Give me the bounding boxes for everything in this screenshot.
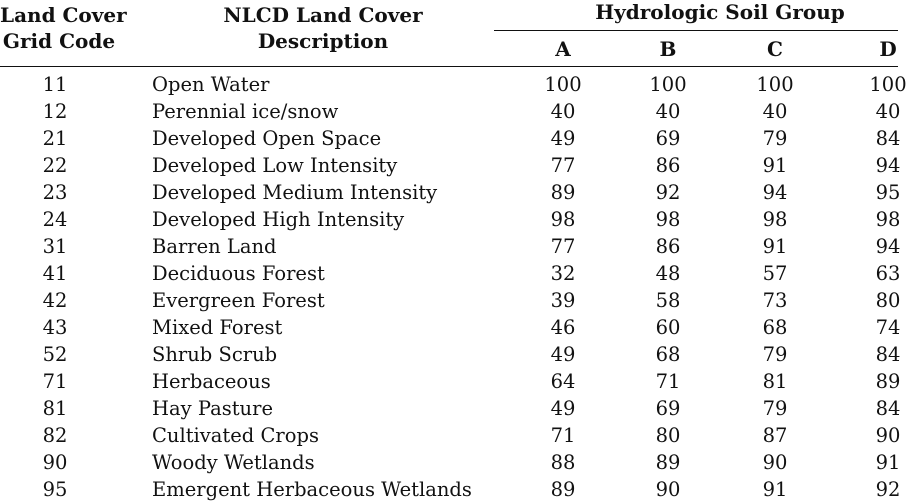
cell-grid-code: 31 — [42, 235, 68, 258]
cell-group-d: 84 — [875, 343, 901, 366]
table-row — [0, 422, 901, 449]
cell-group-a: 71 — [550, 424, 576, 447]
cell-group-b: 100 — [649, 73, 687, 96]
table-row — [0, 341, 901, 368]
cell-grid-code: 42 — [42, 289, 68, 312]
cell-group-a: 89 — [550, 181, 576, 204]
cell-description: Deciduous Forest — [152, 262, 325, 285]
cell-group-d: 74 — [875, 316, 901, 339]
cell-group-c: 94 — [762, 181, 788, 204]
cell-group-c: 98 — [762, 208, 788, 231]
cell-grid-code: 41 — [42, 262, 68, 285]
cell-grid-code: 43 — [42, 316, 68, 339]
cell-group-d: 80 — [875, 289, 901, 312]
header-group-a: A — [555, 37, 571, 61]
header-bottom-rule — [0, 66, 898, 67]
cell-group-c: 57 — [762, 262, 788, 285]
cell-group-d: 91 — [875, 451, 901, 474]
soil-group-rule — [494, 30, 898, 31]
header-group-d: D — [879, 37, 897, 61]
cell-group-b: 92 — [655, 181, 681, 204]
cell-group-a: 49 — [550, 343, 576, 366]
cell-group-a: 98 — [550, 208, 576, 231]
cell-group-c: 91 — [762, 235, 788, 258]
cell-group-a: 77 — [550, 235, 576, 258]
cell-group-b: 68 — [655, 343, 681, 366]
cell-group-d: 63 — [875, 262, 901, 285]
cell-group-d: 92 — [875, 478, 901, 501]
table-row — [0, 260, 901, 287]
table-row — [0, 125, 901, 152]
cell-group-d: 90 — [875, 424, 901, 447]
header-code-line1: Land Cover — [0, 3, 127, 27]
cell-group-c: 68 — [762, 316, 788, 339]
table-row — [0, 476, 901, 503]
cell-group-c: 79 — [762, 397, 788, 420]
header-description — [218, 2, 428, 54]
cell-group-a: 39 — [550, 289, 576, 312]
cell-group-d: 84 — [875, 127, 901, 150]
cell-group-d: 89 — [875, 370, 901, 393]
cell-group-a: 49 — [550, 127, 576, 150]
table-row — [0, 368, 901, 395]
cell-group-c: 87 — [762, 424, 788, 447]
cell-group-b: 69 — [655, 127, 681, 150]
table-row — [0, 287, 901, 314]
cell-group-a: 88 — [550, 451, 576, 474]
cell-description: Developed High Intensity — [152, 208, 405, 231]
cell-group-a: 40 — [550, 100, 576, 123]
header-description-line1: NLCD Land Cover — [223, 3, 423, 27]
cell-group-b: 90 — [655, 478, 681, 501]
cell-group-b: 71 — [655, 370, 681, 393]
cell-description: Barren Land — [152, 235, 277, 258]
header-soil-group: Hydrologic Soil Group — [595, 0, 845, 24]
table-row — [0, 152, 901, 179]
cell-group-c: 91 — [762, 154, 788, 177]
cell-group-b: 86 — [655, 235, 681, 258]
cell-group-c: 91 — [762, 478, 788, 501]
cell-group-c: 100 — [756, 73, 794, 96]
cell-group-b: 60 — [655, 316, 681, 339]
table-row — [0, 98, 901, 125]
cell-description: Perennial ice/snow — [152, 100, 339, 123]
cell-group-d: 94 — [875, 154, 901, 177]
cell-group-a: 49 — [550, 397, 576, 420]
cell-group-d: 94 — [875, 235, 901, 258]
cell-grid-code: 71 — [42, 370, 68, 393]
cell-description: Hay Pasture — [152, 397, 273, 420]
cell-description: Developed Open Space — [152, 127, 382, 150]
cell-grid-code: 12 — [42, 100, 68, 123]
cell-group-c: 90 — [762, 451, 788, 474]
cell-description: Shrub Scrub — [152, 343, 278, 366]
table-row — [0, 206, 901, 233]
cell-group-d: 84 — [875, 397, 901, 420]
cell-group-c: 81 — [762, 370, 788, 393]
cell-grid-code: 22 — [42, 154, 68, 177]
cell-group-a: 32 — [550, 262, 576, 285]
cell-group-d: 100 — [869, 73, 907, 96]
header-group-b: B — [659, 37, 677, 61]
cell-group-a: 77 — [550, 154, 576, 177]
cell-group-b: 86 — [655, 154, 681, 177]
cell-grid-code: 21 — [42, 127, 68, 150]
cell-grid-code: 90 — [42, 451, 68, 474]
table-row — [0, 179, 901, 206]
cell-description: Open Water — [152, 73, 270, 96]
table-row — [0, 449, 901, 476]
cell-group-d: 95 — [875, 181, 901, 204]
cell-group-a: 64 — [550, 370, 576, 393]
cell-description: Mixed Forest — [152, 316, 283, 339]
table-row — [0, 233, 901, 260]
cell-group-b: 80 — [655, 424, 681, 447]
cell-group-c: 79 — [762, 343, 788, 366]
cell-grid-code: 11 — [42, 73, 68, 96]
cell-group-d: 40 — [875, 100, 901, 123]
table-row — [0, 395, 901, 422]
cell-group-b: 48 — [655, 262, 681, 285]
header-code — [0, 2, 127, 54]
cell-grid-code: 24 — [42, 208, 68, 231]
cell-group-c: 40 — [762, 100, 788, 123]
cell-group-c: 79 — [762, 127, 788, 150]
cell-description: Evergreen Forest — [152, 289, 325, 312]
cell-grid-code: 82 — [42, 424, 68, 447]
cell-description: Developed Medium Intensity — [152, 181, 438, 204]
cell-description: Emergent Herbaceous Wetlands — [152, 478, 472, 501]
cell-group-b: 89 — [655, 451, 681, 474]
cell-group-b: 58 — [655, 289, 681, 312]
cell-group-b: 98 — [655, 208, 681, 231]
cell-grid-code: 23 — [42, 181, 68, 204]
cell-group-a: 89 — [550, 478, 576, 501]
cell-group-a: 100 — [544, 73, 582, 96]
cell-description: Herbaceous — [152, 370, 271, 393]
table-body — [0, 71, 907, 503]
cell-group-c: 73 — [762, 289, 788, 312]
cell-grid-code: 95 — [42, 478, 68, 501]
cell-group-b: 40 — [655, 100, 681, 123]
cell-grid-code: 81 — [42, 397, 68, 420]
cell-group-b: 69 — [655, 397, 681, 420]
header-description-line2: Description — [257, 29, 389, 53]
cell-description: Woody Wetlands — [152, 451, 315, 474]
table-row — [0, 71, 907, 98]
cell-grid-code: 52 — [42, 343, 68, 366]
cell-group-a: 46 — [550, 316, 576, 339]
table-row — [0, 314, 901, 341]
header-group-c: C — [767, 37, 783, 61]
cell-description: Developed Low Intensity — [152, 154, 398, 177]
cell-group-d: 98 — [875, 208, 901, 231]
cell-description: Cultivated Crops — [152, 424, 319, 447]
header-code-line2: Grid Code — [2, 29, 116, 53]
